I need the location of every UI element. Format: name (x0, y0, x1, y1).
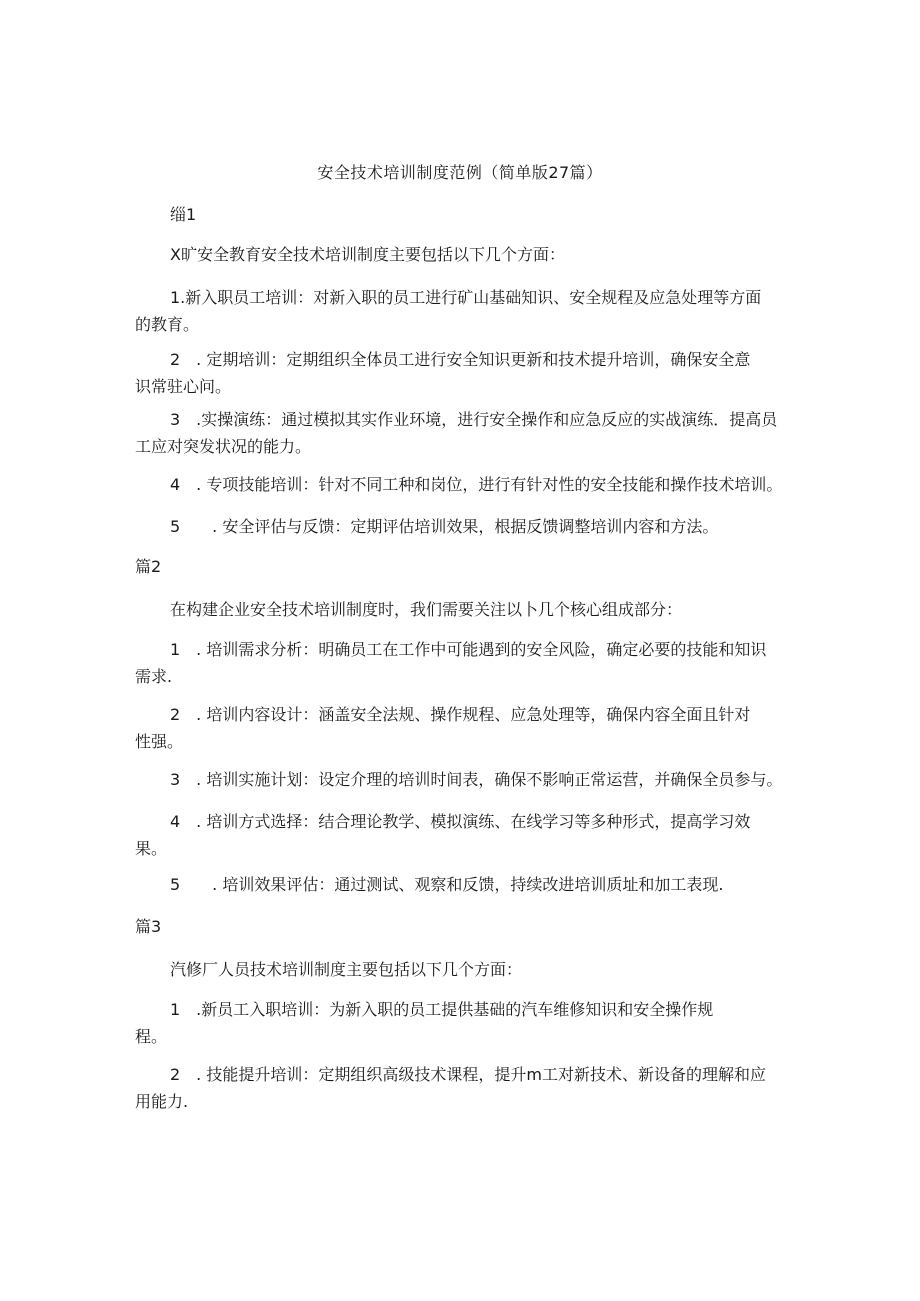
section-heading: 缁1 (170, 205, 197, 224)
list-item-lead: 2 . 技能提升培训：定期组织高级技术课程，提升m工对新技术、新设备的理解和应 (170, 1065, 766, 1084)
list-item-lead: 2 . 培训内容设计：涵盖安全法规、操作规程、应急处理等，确保内容全面且针对 (170, 705, 751, 724)
list-item-lead: 4 . 专项技能培训：针对不同工种和岗位，进行有针对性的安全技能和操作技术培训。 (170, 475, 783, 494)
section-intro: 汽修厂人员技术培训制度主要包括以下几个方面： (170, 960, 523, 979)
list-item-lead: 4 . 培训方式选择：结合理论教学、模拟演练、在线学习等多种形式，提高学习效 (170, 812, 751, 831)
list-item-continuation: 程。 (135, 1027, 168, 1046)
list-item-continuation: 果。 (135, 839, 168, 858)
list-item-lead: 1 . 培训需求分析：明确员工在工作中可能遇到的安全风险，确定必要的技能和知识 (170, 640, 767, 659)
list-item-continuation: 的教育。 (135, 315, 200, 334)
list-item-lead: 5 . 安全评估与反馈：定期评估培训效果，根据反馈调整培训内容和方法。 (170, 517, 719, 536)
list-item-continuation: 用能力. (135, 1092, 189, 1111)
list-item-lead: 3 .实操演练：通过模拟其实作业环境，进行安全操作和应急反应的实战演练．提高员 (170, 410, 778, 429)
list-item-lead: 5 . 培训效果评估：通过测试、观察和反馈，持续改进培训质址和加工表现. (170, 875, 724, 894)
section-intro: 在构建企业安全技术培训制度时，我们需要关注以卜几个核心组成部分： (170, 600, 683, 619)
list-item-continuation: 工应对突发状况的能力。 (135, 437, 312, 456)
list-item-continuation: 需求. (135, 667, 173, 686)
list-item-lead: 1 .新员工入职培训：为新入职的员工提供基础的汽车维修知识和安全操作规 (170, 1000, 714, 1019)
list-item-lead: 2 . 定期培训：定期组织全体员工进行安全知识更新和技术提升培训，确保安全意 (170, 350, 751, 369)
list-item-lead: 1.新入职员工培训：对新入职的员工进行矿山基础知识、安全规程及应急处理等方面 (170, 288, 762, 307)
list-item-lead: 3 . 培训实施计划：设定介理的培训时间表，确保不影响正常运营，并确保全员参与。 (170, 770, 783, 789)
section-intro: X旷安全教育安全技术培训制度主要包括以下几个方面： (170, 245, 565, 264)
list-item-continuation: 识常驻心问。 (135, 377, 232, 396)
list-item-continuation: 性强。 (135, 732, 184, 751)
section-heading: 篇2 (135, 557, 162, 576)
document-title: 安全技术培训制度范例（简单版27篇） (317, 163, 603, 182)
section-heading: 篇3 (135, 917, 162, 936)
